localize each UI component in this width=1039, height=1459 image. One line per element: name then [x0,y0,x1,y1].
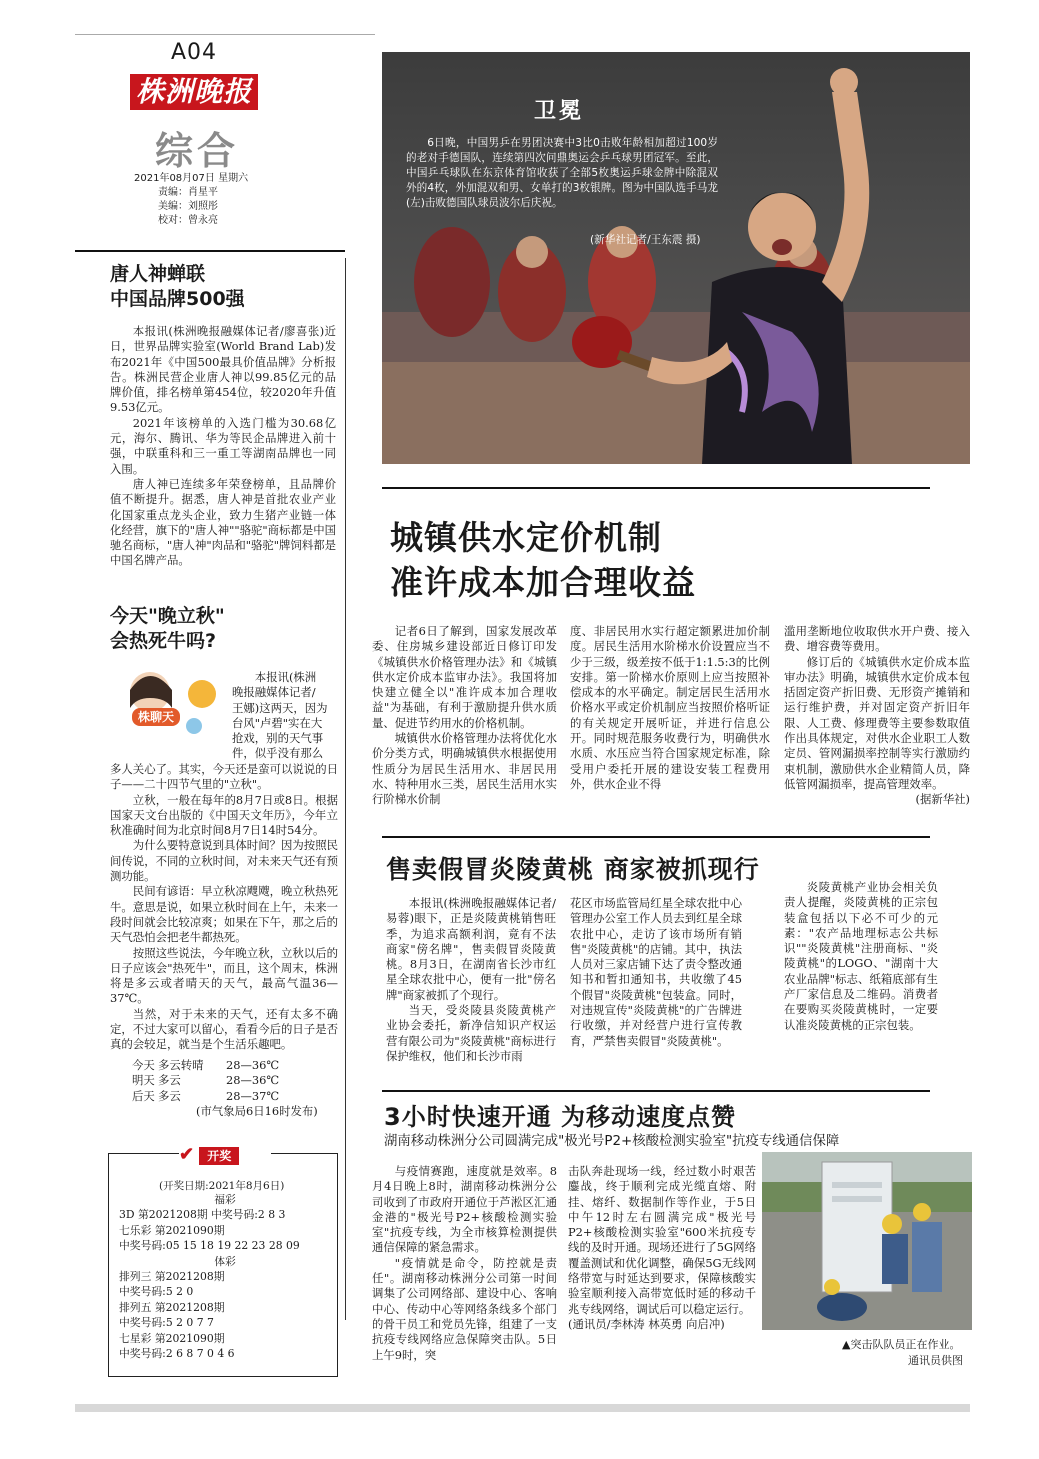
mobile-col-2: 击队奔赴现场一线，经过数小时艰苦鏖战，终于顺利完成光缆直熔、附挂、熔纤、数据制作等作业，于5日中午12时左右圆满完成"极光号P2+核酸检测实验室"600米抗疫专线的及时开通。现场还进行了5G网络覆盖测试和优化调整，确保5G无线网络带宽与时延达到要求，保障核酸实验室顺利接入高带宽低时延的移动千兆专线网络，调试后可以稳定运行。 (通讯员/李林涛 林英勇 向启冲) [568,1164,756,1331]
page-number: A04 [171,40,218,65]
photo-story-title: 卫冕 [534,99,585,124]
peach-col-1: 本报讯(株洲晚报融媒体记者/易蓉)眼下，正是炎陵黄桃销售旺季，为追求高额利润，竟有不法商家"傍名牌"，售卖假冒炎陵黄桃。8月3日，在湖南省长沙市红星全球农批中心，便有一批"傍名牌"商家被抓了个现行。 当天，受炎陵县炎陵黄桃产业协会委托，新净信知识产权运营有限公司为"炎陵黄桃"商标进行保护维权，他们和长沙市雨 [386,896,556,1063]
page-footer-bar [75,1404,970,1412]
paper-logo: 株洲晚报 [130,74,258,110]
photo-story [382,52,970,464]
tangren-body [110,324,336,569]
lottery-line: 中奖号码:05 15 18 19 22 23 28 09 [119,1239,300,1253]
liqiu-intro: 本报讯(株洲 晚报融媒体记者/ 王娜)这两天，因为 台风"卢碧"实在大 抢戏，别的天气事 件，似乎没有那么 [232,670,328,761]
water-col-2: 度、非居民用水实行超定额累进加价制度。居民生活用水阶梯水价设置应当不少于三级，级差按不低于1:1.5:3的比例安排。第一阶梯水价原则上应当按照补偿成本的水平确定。制定居民生活用水价格水平或定价机制应当按照价格听证的有关规定开展听证，并进行信息公开。同时规范服务收费行为，明确供水水质、水压应当符合国家规定标准，除受用户委托开展的建设安装工程费用外，供水企业不得 [570,624,770,791]
mobile-photo [762,1152,972,1330]
tangren-para: 2021年该榜单的入选门槛为30.68亿元，海尔、腾讯、华为等民企品牌进入前十强，中联重科和三一重工等湖南品牌也一同入围。 [110,415,336,476]
liqiu-para: 民间有谚语：早立秋凉飕飕，晚立秋热死牛。意思是说，如果立秋时间在上午，未来一段时间就会比较凉爽；如果在下午，那之后的天气恐怕会把老牛都热死。 [110,884,338,945]
liqiu-para: 按照这些说法，今年晚立秋，立秋以后的日子应该会"热死牛"，而且，这个周末，株洲将是多云或者晴天的天气，最高气温36—37℃。 [110,945,338,1006]
liqiu-body [110,762,338,1053]
lottery-header-label: 开奖 [199,1147,239,1165]
liqiu-para: 立秋，一般在每年的8月7日或8日。根据国家天文台出版的《中国天文年历》，今年立秋准确时间为北京时间8月7日14时54分。 [110,792,338,838]
weather-forecast [132,1058,342,1119]
lottery-line: 中奖号码:5 2 0 [119,1285,194,1299]
liqiu-headline-line2: 会热死牛吗? [110,630,217,652]
lottery-date: (开奖日期:2021年8月6日) [159,1180,285,1192]
peach-headline: 售卖假冒炎陵黄桃 商家被抓现行 [386,855,760,884]
water-headline [390,515,696,605]
forecast-row: 后天 多云 28—37℃ [132,1088,280,1103]
photo-story-credit: (新华社记者/王东震 摄) [590,234,701,246]
lottery-line: 七星彩 第2021090期 [119,1331,225,1345]
water-headline-line2: 准许成本加合理收益 [390,563,696,602]
forecast-row: 今天 多云转晴 28—36℃ [132,1058,280,1072]
zhuliaotian-label: 株聊天 [132,708,180,726]
liqiu-headline [110,604,225,654]
proofreader: 校对：曾永亮 [158,215,218,226]
lottery-line: 3D 第2021208期 中奖号码:2 8 3 [119,1208,286,1222]
tangren-headline-line2: 中国品牌500强 [110,288,245,310]
table-tennis-photo [382,52,970,464]
lottery-line: 中奖号码:5 2 0 7 7 [119,1316,214,1330]
water-credit: (据新华社) [915,792,970,807]
fucai-label: 福彩 [214,1193,236,1206]
lottery-line: 排列三 第2021208期 [119,1270,225,1284]
mobile-photo-caption: ▲突击队队员正在作业。 [842,1338,961,1351]
forecast-row: 明天 多云 28—36℃ [132,1073,280,1088]
liqiu-para: 为什么要特意说到具体时间？因为按照民间传说，不同的立秋时间，对未来天气还有预测功能。 [110,838,338,884]
lottery-line: 排列五 第2021208期 [119,1300,225,1314]
mobile-col-1: 与疫情赛跑，速度就是效率。8月4日晚上8时，湖南移动株洲分公司收到了市政府开通位于芦淞区汇通金港的"极光号P2+核酸检测实验室"抗疫专线，为全市核算检测提供通信保障的紧急需求。 "疫情就是命令，防控就是责任"。湖南移动株洲分公司第一时间调集了公司网络部、建设中心、客响中心、传动中心等网络条线多个部门的骨干员工和党员先锋，组建了一支抗疫专线网络应急保障突击队。5日上午9时，突 [372,1164,557,1362]
section-title: 综合 [155,128,240,173]
issue-date: 2021年08月07日 星期六 [134,173,249,184]
photo-story-caption: 6日晚，中国男乒在男团决赛中3比0击败年龄相加超过100岁的老对手德国队，连续第四次问鼎奥运会乒乓球男团冠军。至此，中国乒乓球队在东京体育馆收获了全部5枚奥运乒球金牌中除混双外的4枚，外加混双和男、女单打的3枚银牌。图为中国队选手马龙(左)击败德国队球员波尔后庆祝。 [406,137,718,209]
checkmark-icon: ✔ [179,1144,195,1165]
art-editor: 美编：刘照彤 [158,201,218,212]
lottery-box [108,1144,338,1377]
zhuliaotian-badge [110,662,218,744]
tangren-para: 本报讯(株洲晚报融媒体记者/廖喜张)近日，世界品牌实验室(World Brand Lab)发布2021年《中国500最具价值品牌》分析报告。株洲民营企业唐人神以99.85亿元的品牌价值，排名榜单第454位，较2020年升值9.53亿元。 [110,324,336,415]
liqiu-headline-line1: 今天"晚立秋" [110,605,225,627]
liqiu-para: 多人关心了。其实，今天还是蛮可以说说的日子——二十四节气里的"立秋"。 [110,762,338,792]
water-col-1: 记者6日了解到，国家发展改革委、住房城乡建设部近日修订印发《城镇供水价格管理办法》和《城镇供水定价成本监审办法》。我国将加快建立健全以"准许成本加合理收益"为基础，有利于激励提升供水质量、促进节约用水的价格机制。 城镇供水价格管理办法将优化水价分类方式，明确城镇供水根据使用性质分为居民生活用水、非居民用水、特种用水三类，居民生活用水实行阶梯水价制 [372,624,557,807]
mobile-credit: (通讯员/李林涛 林英勇 向启冲) [568,1316,725,1331]
tici-label: 体彩 [214,1254,236,1268]
forecast-source: (市气象局6日16时发布) [196,1103,318,1118]
lottery-line: 中奖号码:2 6 8 7 0 4 6 [119,1347,235,1361]
peach-col-3: 炎陵黄桃产业协会相关负责人提醒，炎陵黄桃的正宗包装盒包括以下必不可少的元素："农产品地理标志公共标识""炎陵黄桃"注册商标、"炎陵黄桃"的LOGO、"湖南十大农业品牌"标志、纸箱底部有生产厂家信息及二维码。消费者在要购买炎陵黄桃时，一定要认准炎陵黄桃的正宗包装。 [784,880,938,1032]
peach-col-2: 花区市场监管局红星全球农批中心管理办公室工作人员去到红星全球农批中心，走访了该市场所有销售"炎陵黄桃"的店铺。其中，执法人员对三家店铺下达了责令整改通知书和暂扣通知书，共收缴了45个假冒"炎陵黄桃"包装盒。同时，对违规宣传"炎陵黄桃"的广告牌进行收缴，并对经营户进行宣传教育，严禁售卖假冒"炎陵黄桃"。 [570,896,742,1048]
lottery-line: 七乐彩 第2021090期 [119,1223,225,1237]
liqiu-para: 当然，对于未来的天气，还有太多不确定，不过大家可以留心，看看今后的日子是否真的会较足，就当是个生活乐趣吧。 [110,1006,338,1052]
tangren-para: 唐人神已连续多年荣登榜单，且品牌价值不断提升。据悉，唐人神是首批农业产业化国家重点龙头企业，致力生猪产业链一体化经营，旗下的"唐人神""骆驼"商标都是中国驰名商标，"唐人神"肉品和"骆驼"牌饲料都是中国名牌产品。 [110,476,336,568]
mobile-headline: 3小时快速开通 为移动速度点赞 [384,1103,737,1131]
mobile-subtitle: 湖南移动株洲分公司圆满完成"极光号P2+核酸检测实验室"抗疫专线通信保障 [384,1134,840,1149]
tangren-headline-line1: 唐人神蝉联 [110,263,206,285]
water-col-3: 滥用垄断地位收取供水开户费、接入费、增容费等费用。 修订后的《城镇供水定价成本监审办法》明确，城镇供水定价成本包括固定资产折旧费、无形资产摊销和运行维护费，并对固定资产折旧年限、人工费、修理费等主要参数取值作出具体规定，对供水企业职工人数定员、管网漏损率控制等实行激励约束机制，激励供水企业精简人员，降低管网漏损率，提高管理效率。 (据新华社) [784,624,970,807]
mobile-photo-credit: 通讯员供图 [908,1354,963,1367]
editor: 责编：肖星平 [158,187,218,198]
lottery-header [179,1144,271,1164]
tangren-headline [110,262,245,312]
water-headline-line1: 城镇供水定价机制 [390,518,662,557]
